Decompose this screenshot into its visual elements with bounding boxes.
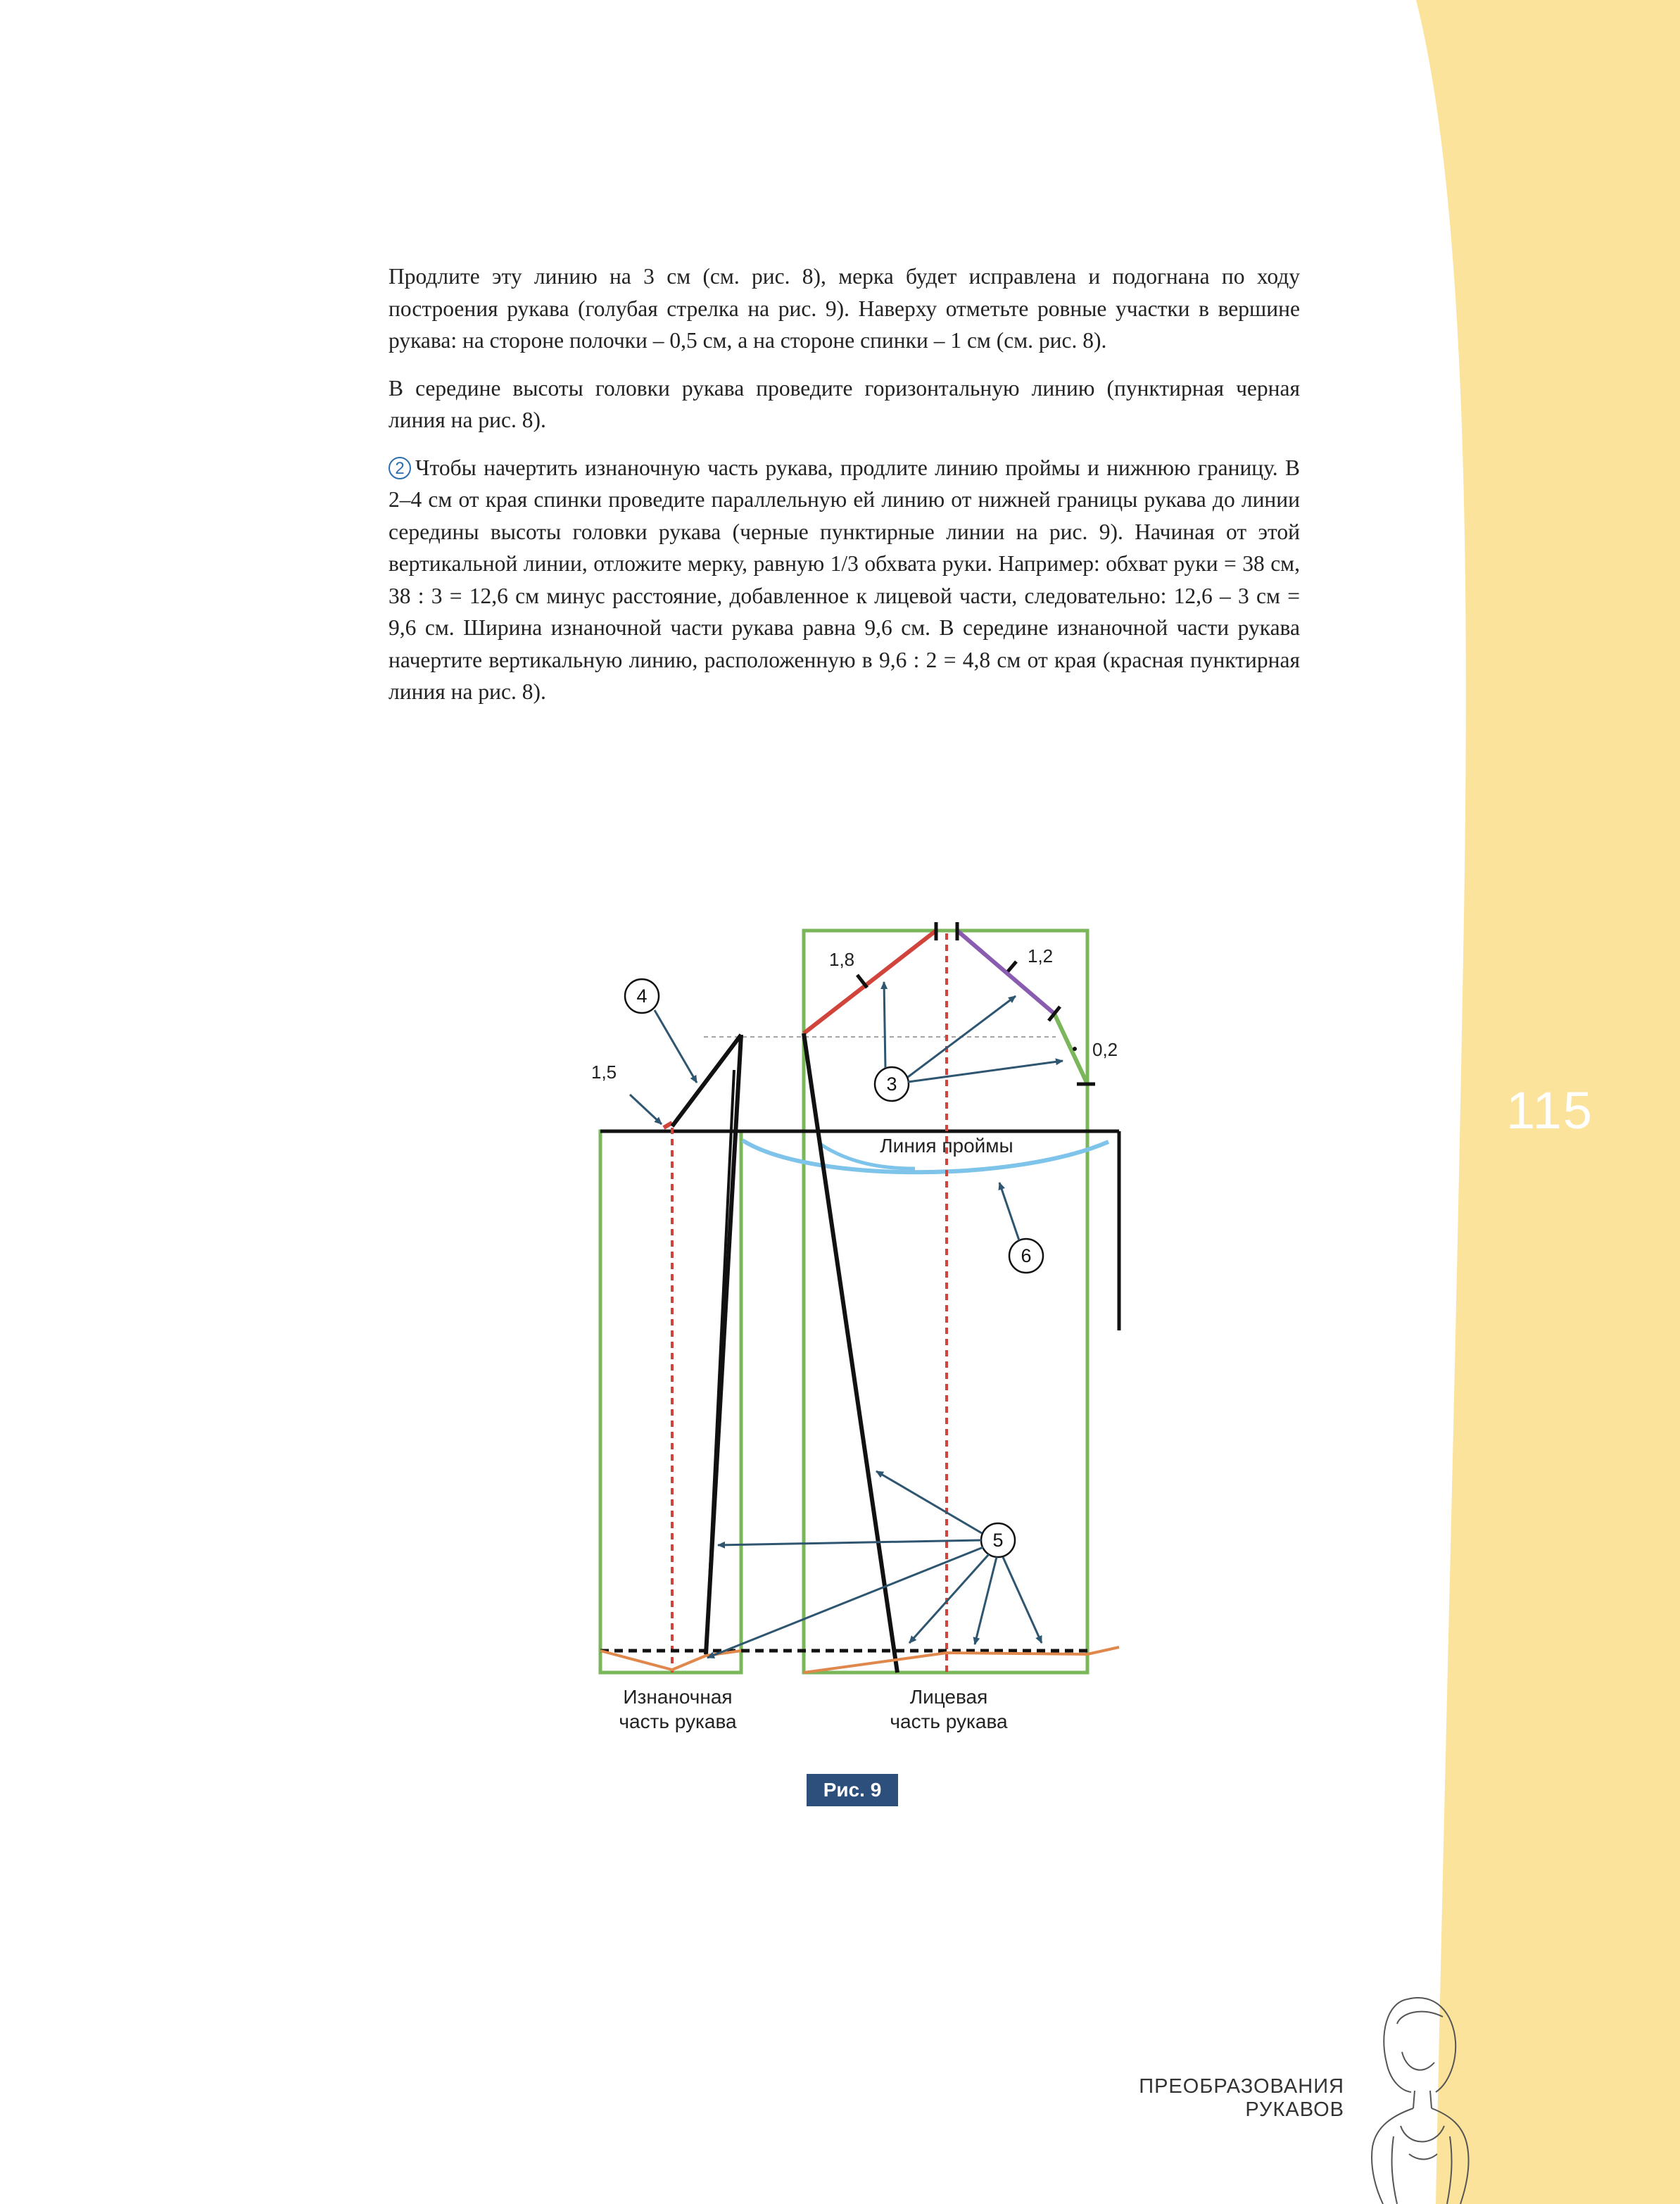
page-number: 115: [1506, 1081, 1593, 1140]
arrow-1-5: [630, 1095, 662, 1124]
paragraph-3-text: Чтобы начертить изнаночную часть рукава, продлите линию проймы и нижнюю границу. В 2–4 см от края спинки проведите параллельную ей линию от нижней границы рукава до линии середины высоты головки рукава (черные пунктирные линии на рис. 9). Начиная от этой вертикальной линии, отложите мерку, равную 1/3 обхвата руки. Например: обхват руки = 38 см, 38 : 3 = 12,6 см минус расстояние, добавленное к лицевой части, следовательно: 12,6 – 3 см = 9,6 см. Ширина изнаночной части рукава равна 9,6 см. В середине изнаночной части рукава начертите вертикальную линию, расположенную в 9,6 : 2 = 4,8 см от края (красная пунктирная линия на рис. 8).: [389, 455, 1300, 704]
cap-line-lower: [1054, 1014, 1087, 1084]
arrow-5-c: [707, 1547, 983, 1658]
paragraph-1: Продлите эту линию на 3 см (см. рис. 8), мерка будет исправлена и подогнана по ходу построения рукава (голубая стрелка на рис. 9). Наверху отметьте ровные участки в вершине рукава: на стороне полочки – 0,5 см, а на стороне спинки – 1 см (см. рис. 8).: [389, 264, 1300, 353]
arrow-5-a: [876, 1471, 982, 1533]
cap-line-back: [957, 931, 1054, 1014]
paragraph-2: В середине высоты головки рукава проведите горизонтальную линию (пунктирная черная линия на рис. 8).: [389, 375, 1300, 432]
measure-label-0-2: 0,2: [1092, 1039, 1118, 1060]
callout-label-5: 5: [992, 1530, 1004, 1551]
arrow-6: [999, 1183, 1019, 1240]
measure-label-1-2: 1,2: [1028, 945, 1054, 966]
woman-sketch-illustration: [1358, 1985, 1485, 2204]
back-tall-line-2: [706, 1070, 734, 1656]
arrow-5-f: [1003, 1557, 1042, 1643]
top-sleeve-label-1: Лицевая: [909, 1686, 988, 1708]
arrow-3-a: [884, 982, 885, 1068]
cap-line-front: [804, 931, 936, 1033]
arrow-3-c: [908, 1061, 1063, 1082]
arrow-4: [655, 1010, 697, 1083]
figure-caption: Рис. 9: [807, 1774, 898, 1806]
measure-label-1-5: 1,5: [591, 1062, 617, 1083]
callout-label-6: 6: [1021, 1245, 1032, 1266]
arrow-5-d: [909, 1554, 989, 1643]
tick-right-1: [1008, 962, 1016, 971]
step-marker: 2: [389, 457, 411, 479]
measure-label-1-8: 1,8: [829, 949, 855, 970]
front-diagonal: [804, 1033, 897, 1673]
armhole-label: Линия проймы: [880, 1135, 1013, 1157]
arrow-5-b: [718, 1540, 981, 1545]
top-sleeve-label-2: часть рукава: [890, 1711, 1008, 1732]
callout-label-3: 3: [886, 1073, 897, 1095]
dot-marker: [1073, 1047, 1077, 1051]
under-sleeve-label-2: часть рукава: [619, 1711, 737, 1732]
arrow-5-e: [975, 1557, 997, 1644]
callout-label-4: 4: [636, 985, 648, 1007]
under-sleeve-label-1: Изнаночная: [623, 1686, 733, 1708]
running-head: ПРЕОБРАЗОВАНИЯ РУКАВОВ: [1139, 2075, 1344, 2121]
